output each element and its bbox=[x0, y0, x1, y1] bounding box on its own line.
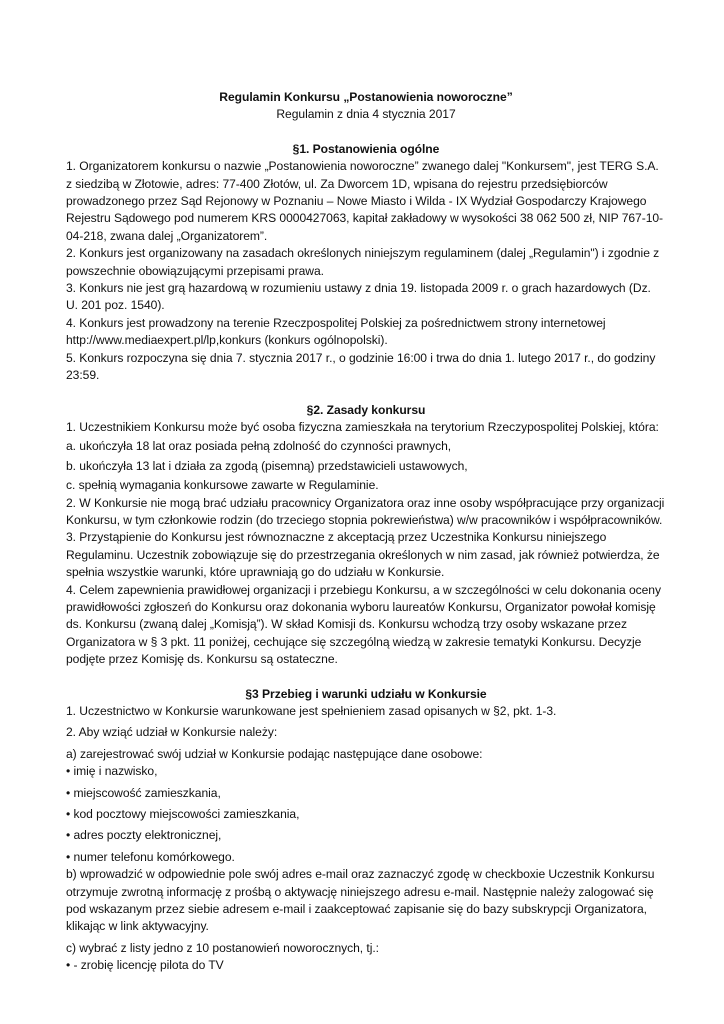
section-2-item-b: b. ukończyła 13 lat i działa za zgodą (pisemną) przedstawicieli ustawowych, bbox=[66, 458, 468, 473]
spacer bbox=[66, 124, 666, 141]
list-item: • kod pocztowy miejscowości zamieszkania, bbox=[66, 807, 300, 822]
section-2-paragraph-1: 1. Uczestnikiem Konkursu może być osoba fizyczna zamieszkała na terytorium Rzeczypospolitej Polskiej, która: bbox=[66, 419, 659, 434]
document-body bbox=[66, 89, 666, 975]
document-title: Regulamin Konkursu „Postanowienia noworoczne” bbox=[219, 90, 513, 104]
section-1-paragraph-5: 5. Konkurs rozpoczyna się dnia 7. stycznia 2017 r., o godzinie 16:00 i trwa do dnia 1. lutego 2017 r., do godziny 23:59. bbox=[66, 350, 656, 383]
section-2-item-a: a. ukończyła 18 lat oraz posiada pełną zdolność do czynności prawnych, bbox=[66, 439, 452, 454]
section-1-paragraph-1: 1. Organizatorem konkursu o nazwie „Postanowienia noworoczne” zwanego dalej "Konkursem", jest TERG S.A. z siedzibą w Złotowie, adres: 77-400 Złotów, ul. Za Dworcem 1D, wpisana do rejestru przedsiębiorców prowadzonego przez Sąd Rejonowy w Poznaniu – Nowe Miasto i Wilda - IX Wydział Gospodarczy Krajowego Rejestru Sądowego pod numerem KRS 0000427063, kapitał zakładowy w wysokości 38 062 500 zł, NIP 767-10-04-218, zwana dalej „Organizatorem”. bbox=[66, 159, 664, 243]
section-1-title: §1. Postanowienia ogólne bbox=[292, 141, 440, 156]
spacer bbox=[66, 385, 666, 402]
section-2-title: §2. Zasady konkursu bbox=[306, 402, 426, 417]
document-subtitle: Regulamin z dnia 4 stycznia 2017 bbox=[276, 107, 456, 122]
section-3-paragraph-1: 1. Uczestnictwo w Konkursie warunkowane jest spełnieniem zasad opisanych w §2, pkt. 1-3. bbox=[66, 704, 557, 718]
section-1-paragraph-3: 3. Konkurs nie jest grą hazardową w rozumieniu ustawy z dnia 19. listopada 2009 r. o grach hazardowych (Dz. U. 201 poz. 1540). bbox=[66, 281, 651, 313]
list-item: • imię i nazwisko, bbox=[66, 764, 158, 779]
section-3-paragraph-2: 2. Aby wziąć udział w Konkursie należy: bbox=[66, 725, 278, 740]
list-item: • miejscowość zamieszkania, bbox=[66, 785, 221, 800]
section-3-item-b: b) wprowadzić w odpowiednie pole swój adres e-mail oraz zaznaczyć zgodę w checkboxie Uczestnik Konkursu otrzymuje zwrotną informację z prośbą o aktywację niniejszego adresu e-mail. Następnie należy zalogować się pod wskazanym przez siebie adresem e-mail i zaakceptować zapisanie się do bazy subskrypcji Organizatora, klikając w link aktywacyjny. bbox=[66, 867, 655, 934]
section-3-title: §3 Przebieg i warunki udziału w Konkursie bbox=[245, 686, 487, 701]
section-3-item-a: a) zarejestrować swój udział w Konkursie podając następujące dane osobowe: bbox=[66, 746, 483, 761]
spacer bbox=[66, 669, 666, 686]
section-2-paragraph-4: 4. Celem zapewnienia prawidłowej organizacji i przebiegu Konkursu, a w szczególności w celu dokonania oceny prawidłowości zgłoszeń do Konkursu oraz dokonania wyboru laureatów Konkursu, Organizator powołał komisję ds. Konkursu (zwaną dalej „Komisją”). W skład Komisji ds. Konkursu wchodzą trzy osoby wskazane przez Organizatora w § 3 pkt. 11 poniżej, cechujące się szczególną wiedzą w zakresie tematyki Konkursu. Decyzje podjęte przez Komisję ds. Konkursu są ostateczne. bbox=[66, 582, 661, 667]
section-3-item-c: c) wybrać z listy jedno z 10 postanowień noworocznych, tj.: bbox=[66, 940, 379, 955]
section-1-paragraph-4: 4. Konkurs jest prowadzony na terenie Rzeczpospolitej Polskiej za pośrednictwem strony internetowej http://www.mediaexpert.pl/lp,konkurs (konkurs ogólnopolski). bbox=[66, 315, 606, 348]
section-1-paragraph-2: 2. Konkurs jest organizowany na zasadach określonych niniejszym regulaminem (dalej „Regulamin") i zgodnie z powszechnie obowiązującymi przepisami prawa. bbox=[66, 246, 660, 278]
section-2-paragraph-2: 2. W Konkursie nie mogą brać udziału pracownicy Organizatora oraz inne osoby współpracujące przy organizacji Konkursu, w tym członkowie rodzin (do trzeciego stopnia pokrewieństwa) w/w pracowników i współpracowników. bbox=[66, 495, 665, 527]
section-2-item-c: c. spełnią wymagania konkursowe zawarte w Regulaminie. bbox=[66, 478, 379, 493]
list-item: • - zrobię licencję pilota do TV bbox=[66, 958, 224, 973]
section-2-paragraph-3: 3. Przystąpienie do Konkursu jest równoznaczne z akceptacją przez Uczestnika Konkursu niniejszego Regulaminu. Uczestnik zobowiązuje się do przestrzegania określonych w nim zasad, jak również potwierdza, że spełnia wszystkie warunki, które uprawniają go do udziału w Konkursie. bbox=[66, 530, 660, 580]
list-item: • numer telefonu komórkowego. bbox=[66, 849, 235, 864]
list-item: • adres poczty elektronicznej, bbox=[66, 828, 222, 843]
